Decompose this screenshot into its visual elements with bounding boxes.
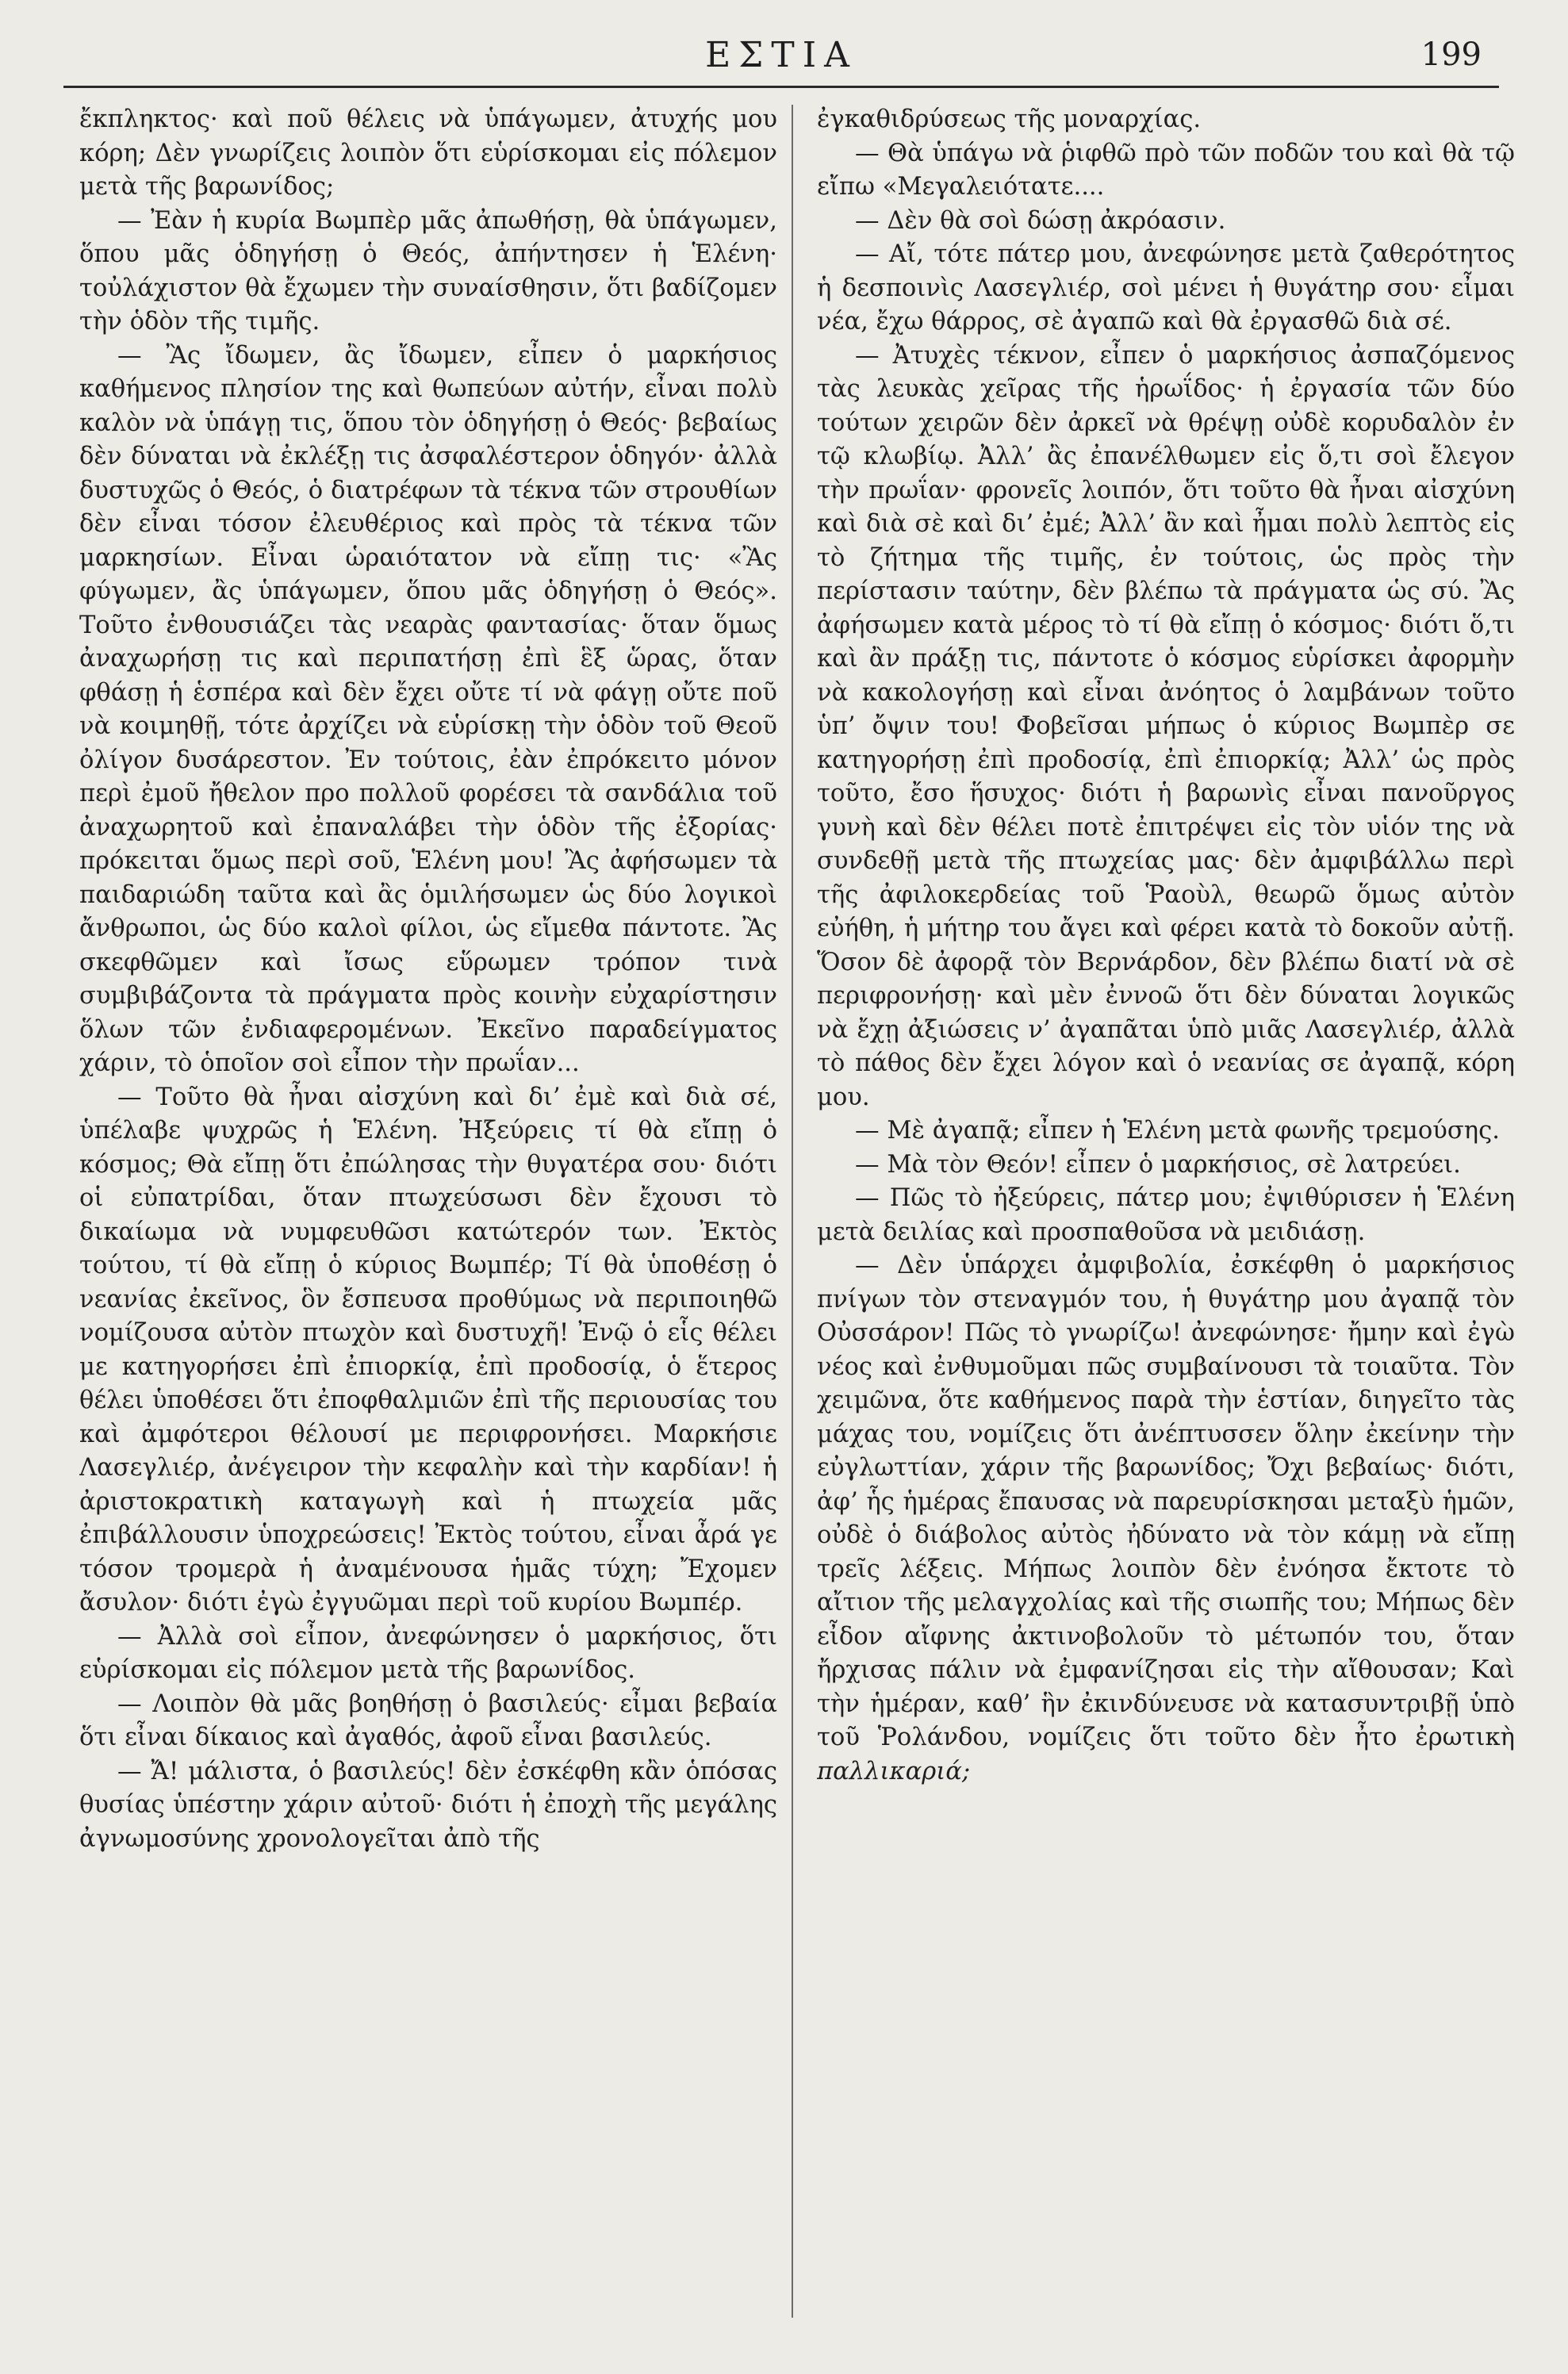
paragraph-text: — Αἴ, τότε πάτερ μου, ἀνεφώνησε μετὰ ζαθερότητος ἡ δεσποινὶς Λασεγλιέρ, σοὶ μένει ἡ θυγάτηρ σου· εἶμαι νέα, ἔχω θάρρος, σὲ ἀγαπῶ καὶ θὰ ἐργασθῶ διὰ σέ. [817,240,1515,336]
paragraph [79,339,777,1081]
left-column [79,103,777,2324]
paragraph-text: — Τοῦτο θὰ ἦναι αἰσχύνη καὶ δι’ ἐμὲ καὶ διὰ σέ, ὑπέλαβε ψυχρῶς ἡ Ἑλένη. Ἠξεύρεις τί θὰ εἴπῃ ὁ κόσμος; Θὰ εἴπῃ ὅτι ἐπώλησας τὴν θυγατέρα σου· διότι οἱ εὐπατρίδαι, ὅταν πτωχεύσωσι δὲν ἔχουσι τὸ δικαίωμα νὰ νυμφευθῶσι κατώτερόν των. Ἐκτὸς τούτου, τί θὰ εἴπῃ ὁ κύριος Βωμπέρ; Τί θὰ ὑποθέσῃ ὁ νεανίας ἐκεῖνος, ὃν ἔσπευσα προθύμως νὰ περιποιηθῶ νομίζουσα αὐτὸν πτωχὸν καὶ δυστυχῆ! Ἐνῷ ὁ εἷς θέλει με κατηγορήσει ἐπὶ ἐπιορκίᾳ, ἐπὶ προδοσίᾳ, ὁ ἕτερος θέλει ὑποθέσει ὅτι ἐποφθαλμιῶν ἐπὶ τῆς περιουσίας του καὶ ἀμφότεροι θέλουσί με περιφρονήσει. Μαρκήσιε Λασεγλιέρ, ἀνέγειρον τὴν κεφαλὴν καὶ τὴν καρδίαν! ἡ ἀριστοκρατικὴ καταγωγὴ καὶ ἡ πτωχεία μᾶς ἐπιβάλλουσιν ὑποχρεώσεις! Ἐκτὸς τούτου, εἶναι ἆρά γε τόσον τρομερὰ ἡ ἀναμένουσα ἡμᾶς τύχη; Ἔχομεν ἄσυλον· διότι ἐγὼ ἐγγυῶμαι περὶ τοῦ κυρίου Βωμπέρ. [79,1083,777,1617]
paragraph [79,1755,777,1857]
paragraph [79,103,777,205]
paragraph-text: — Ἀτυχὲς τέκνον, εἶπεν ὁ μαρκήσιος ἀσπαζόμενος τὰς λευκὰς χεῖρας τῆς ἡρωΐδος· ἡ ἐργασία τῶν δύο τούτων χειρῶν δὲν ἀρκεῖ νὰ θρέψῃ οὐδὲ κορυδαλὸν ἐν τῷ κλωβίῳ. Ἀλλ’ ἂς ἐπανέλθωμεν εἰς ὅ,τι σοὶ ἔλεγον τὴν πρωΐαν· φρονεῖς λοιπόν, ὅτι τοῦτο θὰ ἦναι αἰσχύνη καὶ διὰ σὲ καὶ δι’ ἐμέ; Ἀλλ’ ἂν καὶ ἦμαι πολὺ λεπτὸς εἰς τὸ ζήτημα τῆς τιμῆς, ἐν τούτοις, ὡς πρὸς τὴν περίστασιν ταύτην, δὲν βλέπω τὰ πράγματα ὡς σύ. Ἂς ἀφήσωμεν κατὰ μέρος τὸ τί θὰ εἴπῃ ὁ κόσμος· διότι ὅ,τι καὶ ἂν πράξῃ τις, πάντοτε ὁ κόσμος εὑρίσκει ἀφορμὴν νὰ κακολογήσῃ καὶ εἶναι ἀνόητος ὁ λαμβάνων τοῦτο ὑπ’ ὄψιν του! Φοβεῖσαι μήπως ὁ κύριος Βωμπὲρ σε κατηγορήσῃ ἐπὶ προδοσίᾳ, ἐπὶ ἐπιορκίᾳ; Ἀλλ’ ὡς πρὸς τοῦτο, ἔσο ἥσυχος· διότι ἡ βαρωνὶς εἶναι πανοῦργος γυνὴ καὶ δὲν θέλει ποτὲ ἐπιτρέψει εἰς τὸν υἱόν της νὰ συνδεθῇ μετὰ τῆς πτωχείας μας· δὲν ἀμφιβάλλω περὶ τῆς ἀφιλοκερδείας τοῦ Ῥαοὺλ, θεωρῶ ὅμως αὐτὸν εὐήθη, ἡ μήτηρ του ἄγει καὶ φέρει κατὰ τὸ δοκοῦν αὐτῇ. Ὅσον δὲ ἀφορᾷ τὸν Βερνάρδον, δὲν βλέπω διατί νὰ σὲ περιφρονήσῃ· καὶ μὲν ἐννοῶ ὅτι δὲν δύναται λογικῶς νὰ ἔχῃ ἀξιώσεις ν’ ἀγαπᾶται ὑπὸ μιᾶς Λασεγλιέρ, ἀλλὰ τὸ πάθος δὲν ἔχει λόγον καὶ ὁ νεανίας σε ἀγαπᾷ, κόρη μου. [817,341,1515,1111]
paragraph-text: — Μὰ τὸν Θεόν! εἶπεν ὁ μαρκήσιος, σὲ λατρεύει. [855,1150,1461,1179]
paragraph [817,1249,1515,1789]
paragraph [817,339,1515,1115]
paragraph [79,205,777,339]
paragraph [817,1114,1515,1149]
paragraph-text: — Λοιπὸν θὰ μᾶς βοηθήσῃ ὁ βασιλεύς· εἶμαι βεβαία ὅτι εἶναι δίκαιος καὶ ἀγαθός, ἀφοῦ εἶναι βασιλεύς. [79,1689,777,1751]
right-column [817,103,1515,2324]
page-number: 199 [1420,36,1482,73]
paragraph-text: — Ἄ! μάλιστα, ὁ βασιλεύς! δὲν ἐσκέφθη κἂν ὁπόσας θυσίας ὑπέστην χάριν αὐτοῦ· διότι ἡ ἐποχὴ τῆς μεγάλης ἀγνωμοσύνης χρονολογεῖται ἀπὸ τῆς [79,1757,777,1853]
paragraph-text: — Μὲ ἀγαπᾷ; εἶπεν ἡ Ἑλένη μετὰ φωνῆς τρεμούσης. [855,1117,1500,1145]
paragraph [79,1620,777,1688]
paragraph-text: — Δὲν θὰ σοὶ δώσῃ ἀκρόασιν. [855,206,1226,235]
paragraph-text: ἔκπληκτος· καὶ ποῦ θέλεις νὰ ὑπάγωμεν, ἀτυχής μου κόρη; Δὲν γνωρίζεις λοιπὸν ὅτι εὑρίσκομαι εἰς πόλεμον μετὰ τῆς βαρωνίδος; [79,105,777,201]
paragraph-text: — Θὰ ὑπάγω νὰ ῥιφθῶ πρὸ τῶν ποδῶν του καὶ θὰ τῷ εἴπω «Μεγαλειότατε.... [817,139,1515,201]
header-rule [63,86,1499,88]
paragraph [817,137,1515,205]
paragraph [817,1149,1515,1183]
paragraph [817,1182,1515,1249]
paragraph [79,1081,777,1620]
paragraph [79,1688,777,1755]
paragraph-text: — Ἂς ἴδωμεν, ἂς ἴδωμεν, εἶπεν ὁ μαρκήσιος καθήμενος πλησίον της καὶ θωπεύων αὐτήν, εἶναι πολὺ καλὸν νὰ ὑπάγῃ τις, ὅπου τὸν ὁδηγήσῃ ὁ Θεός· βεβαίως δὲν δύναται νὰ ἐκλέξῃ τις ἀσφαλέστερον ὁδηγόν· ἀλλὰ δυστυχῶς ὁ Θεός, ὁ διατρέφων τὰ τέκνα τῶν στρουθίων δὲν εἶναι τόσον ἐλευθέριος καὶ πρὸς τὰ τέκνα τῶν μαρκησίων. Εἶναι ὡραιότατον νὰ εἴπῃ τις· «Ἂς φύγωμεν, ἂς ὑπάγωμεν, ὅπου μᾶς ὁδηγήσῃ ὁ Θεός». Τοῦτο ἐνθουσιάζει τὰς νεαρὰς φαντασίας· ὅταν ὅμως ἀναχωρήσῃ τις καὶ περιπατήσῃ ἐπὶ ἓξ ὥρας, ὅταν φθάσῃ ἡ ἑσπέρα καὶ δὲν ἔχει οὔτε τί νὰ φάγῃ οὔτε ποῦ νὰ κοιμηθῇ, τότε ἀρχίζει νὰ εὑρίσκῃ τὴν ὁδὸν τοῦ Θεοῦ ὀλίγον δυσάρεστον. Ἐν τούτοις, ἐὰν ἐπρόκειτο μόνον περὶ ἐμοῦ ἤθελον προ πολλοῦ φορέσει τὰ σανδάλια τοῦ ἀναχωρητοῦ καὶ ἐπαναλάβει τὴν ὁδὸν τῆς ἐξορίας· πρόκειται ὅμως περὶ σοῦ, Ἑλένη μου! Ἂς ἀφήσωμεν τὰ παιδαριώδη ταῦτα καὶ ἂς ὁμιλήσωμεν ὡς δύο λογικοὶ ἄνθρωποι, ὡς δύο καλοὶ φίλοι, ὡς εἴμεθα πάντοτε. Ἂς σκεφθῶμεν καὶ ἴσως εὕρωμεν τρόπον τινὰ συμβιβάζοντα τὰ πράγματα πρὸς κοινὴν εὐχαρίστησιν ὅλων τῶν ἐνδιαφερομένων. Ἐκεῖνο παραδείγματος χάριν, τὸ ὁποῖον σοὶ εἶπον τὴν πρωΐαν... [79,341,777,1077]
column-divider [792,105,793,2318]
italic-word: παλλικαριά; [817,1757,971,1785]
paragraph-text: — Ἐὰν ἡ κυρία Βωμπὲρ μᾶς ἀπωθήσῃ, θὰ ὑπάγωμεν, ὅπου μᾶς ὁδηγήσῃ ὁ Θεός, ἀπήντησεν ἡ Ἑλένη· τοὐλάχιστον θὰ ἔχωμεν τὴν συναίσθησιν, ὅτι βαδίζομεν τὴν ὁδὸν τῆς τιμῆς. [79,206,777,336]
paragraph [817,103,1515,137]
paragraph [817,205,1515,239]
paragraph-text: — Δὲν ὑπάρχει ἀμφιβολία, ἐσκέφθη ὁ μαρκήσιος πνίγων τὸν στεναγμόν του, ἡ θυγάτηρ μου ἀγαπᾷ τὸν Οὐσσάρον! Πῶς τὸ γνωρίζω! ἀνεφώνησε· ἤμην καὶ ἐγὼ νέος καὶ ἐνθυμοῦμαι πῶς συμβαίνουσι τὰ τοιαῦτα. Τὸν χειμῶνα, ὅτε καθήμενος παρὰ τὴν ἑστίαν, διηγεῖτο τὰς μάχας του, νομίζεις ὅτι ἀνέπτυσσεν ὅλην ἐκείνην τὴν εὐγλωττίαν, χάριν τῆς βαρωνίδος; Ὄχι βεβαίως· διότι, ἀφ’ ἧς ἡμέρας ἔπαυσας νὰ παρευρίσκησαι μεταξὺ ἡμῶν, οὐδὲ ὁ διάβολος αὐτὸς ἠδύνατο νὰ τὸν κάμῃ νὰ εἴπῃ τρεῖς λέξεις. Μήπως λοιπὸν δὲν ἐνόησα ἔκτοτε τὸ αἴτιον τῆς μελαγχολίας καὶ τῆς σιωπῆς του; Μήπως δὲν εἶδον αἴφνης ἀκτινοβολοῦν τὸ μέτωπόν του, ὅταν ἤρχισας πάλιν νὰ ἐμφανίζησαι εἰς τὴν αἴθουσαν; Καὶ τὴν ἡμέραν, καθ’ ἣν ἐκινδύνευσε νὰ κατασυντριβῇ ὑπὸ τοῦ Ῥολάνδου, νομίζεις ὅτι τοῦτο δὲν ἦτο ἐρωτικὴ [817,1252,1515,1751]
paragraph [817,238,1515,339]
page-header [63,32,1499,84]
paragraph-text: — Πῶς τὸ ἠξεύρεις, πάτερ μου; ἐψιθύρισεν ἡ Ἑλένη μετὰ δειλίας καὶ προσπαθοῦσα νὰ μειδιάσῃ. [817,1184,1515,1246]
paragraph-text: ἐγκαθιδρύσεως τῆς μοναρχίας. [817,105,1202,133]
journal-title: ΕΣΤΙΑ [705,35,857,75]
paragraph-text: — Ἀλλὰ σοὶ εἶπον, ἀνεφώνησεν ὁ μαρκήσιος, ὅτι εὑρίσκομαι εἰς πόλεμον μετὰ τῆς βαρωνίδος. [79,1622,777,1684]
